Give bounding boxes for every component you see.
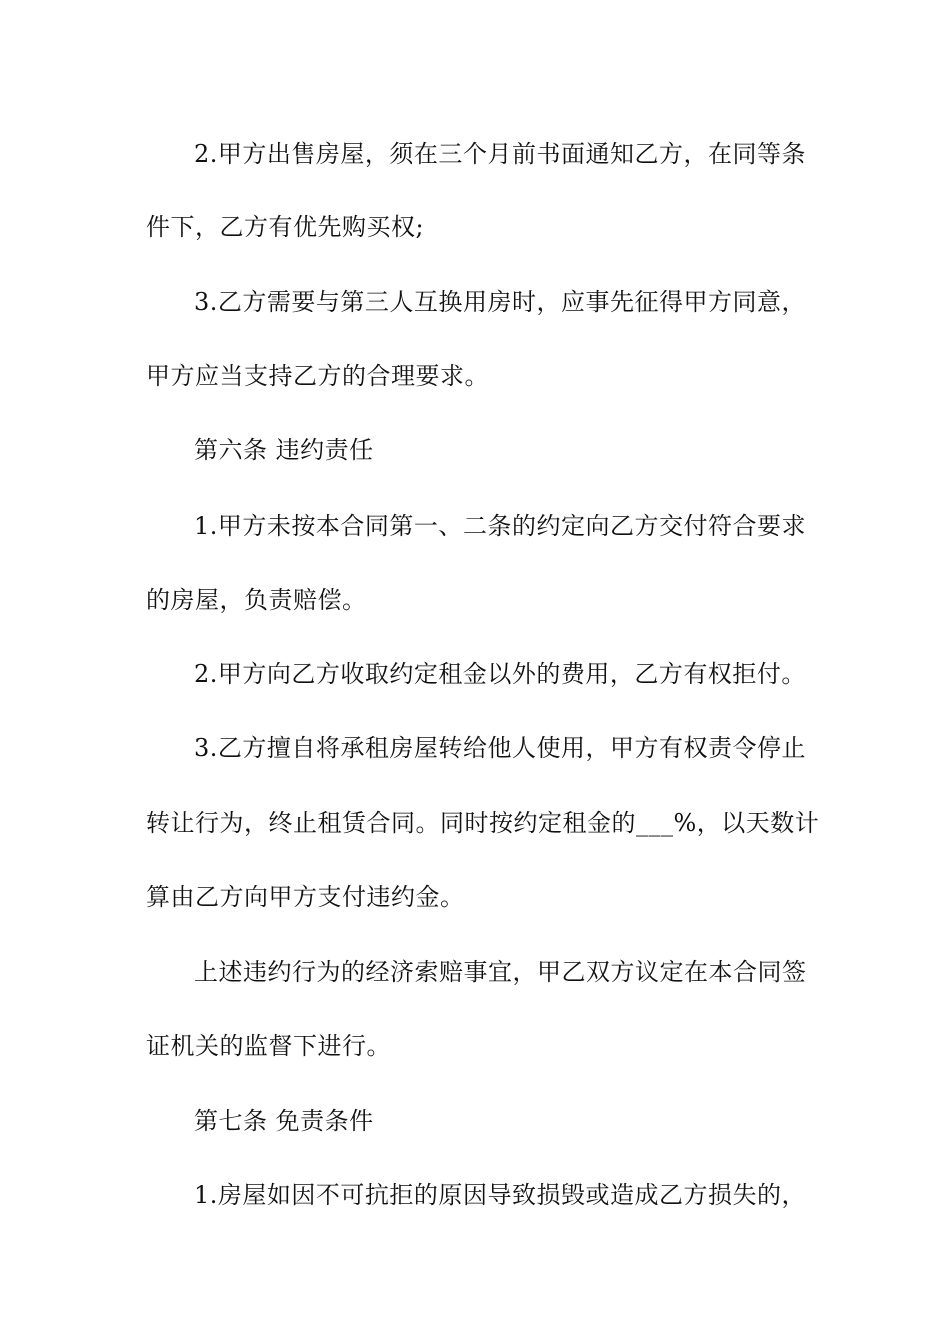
paragraph-line: 2.甲方出售房屋，须在三个月前书面通知乙方，在同等条 <box>194 140 806 168</box>
paragraph-line: 的房屋，负责赔偿。 <box>146 586 367 614</box>
paragraph-line: 算由乙方向甲方支付违约金。 <box>146 883 465 911</box>
paragraph-line: 转让行为，终止租赁合同。同时按约定租金的___%，以天数计 <box>146 809 820 837</box>
paragraph-line: 上述违约行为的经济索赔事宜，甲乙双方议定在本合同签 <box>194 958 807 986</box>
paragraph-line: 1.甲方未按本合同第一、二条的约定向乙方交付符合要求 <box>194 512 806 540</box>
paragraph-line: 1.房屋如因不可抗拒的原因导致损毁或造成乙方损失的， <box>194 1181 806 1209</box>
paragraph-line: 甲方应当支持乙方的合理要求。 <box>146 362 489 390</box>
paragraph-line: 3.乙方擅自将承租房屋转给他人使用，甲方有权责令停止 <box>194 734 806 762</box>
paragraph-line: 2.甲方向乙方收取约定租金以外的费用，乙方有权拒付。 <box>194 660 806 688</box>
section-heading: 第七条 免责条件 <box>194 1107 374 1135</box>
paragraph-line: 3.乙方需要与第三人互换用房时，应事先征得甲方同意， <box>194 288 806 316</box>
paragraph-line: 证机关的监督下进行。 <box>146 1032 391 1060</box>
section-heading: 第六条 违约责任 <box>194 436 374 464</box>
paragraph-line: 件下，乙方有优先购买权; <box>146 213 425 241</box>
